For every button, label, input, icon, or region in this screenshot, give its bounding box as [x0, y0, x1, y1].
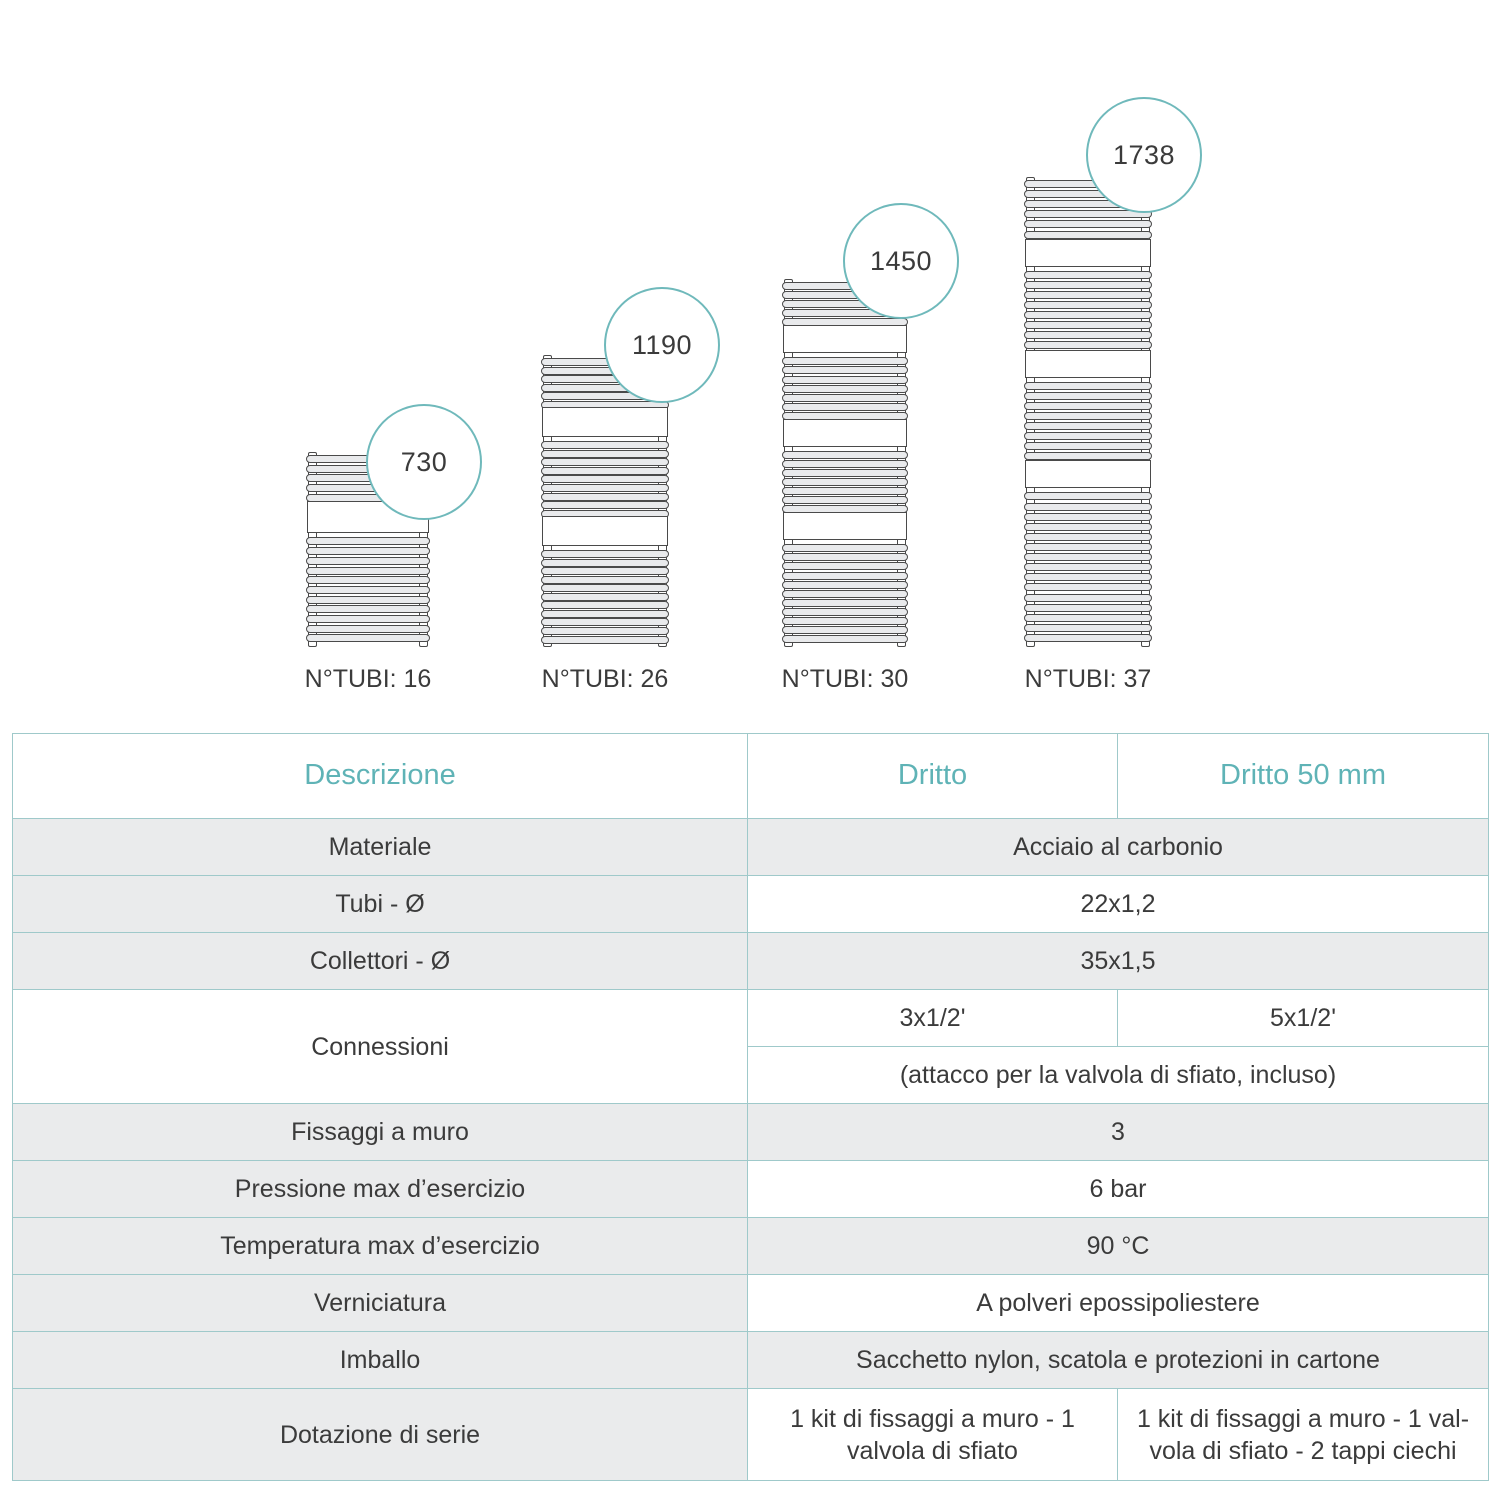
radiator-tube: [541, 467, 669, 475]
radiator-tube: [1024, 492, 1152, 500]
row-label-materiale: Materiale: [13, 819, 748, 876]
radiator-tube: [1024, 523, 1152, 531]
radiator-tube: [782, 572, 908, 580]
radiator-tube: [1024, 382, 1152, 390]
radiator-tube: [306, 605, 430, 613]
radiator-tube: [1024, 311, 1152, 319]
radiator-tube: [541, 636, 669, 644]
row-value-fissaggi: 3: [748, 1104, 1489, 1161]
radiator-towel-bar-gap: [783, 325, 907, 353]
radiator-tube: [1024, 341, 1152, 349]
radiator-model-30-tubes: [782, 279, 908, 647]
radiator-tube: [782, 562, 908, 570]
radiator-tube: [1024, 634, 1152, 642]
radiator-towel-bar-gap: [1025, 460, 1151, 488]
row-value-collettori: 35x1,5: [748, 933, 1489, 990]
row-value-dotazione-1: 1 kit di fissaggi a muro - 1 valvola di sfiato: [748, 1389, 1118, 1481]
table-row: [13, 1275, 1489, 1332]
radiator-tube: [306, 547, 430, 555]
row-label-verniciatura: Verniciatura: [13, 1275, 748, 1332]
radiator-tube: [782, 496, 908, 504]
radiator-towel-bar-gap: [783, 512, 907, 540]
radiator-tube: [1024, 553, 1152, 561]
radiator-tube: [541, 627, 669, 635]
radiator-tube: [306, 615, 430, 623]
radiator-tube: [1024, 281, 1152, 289]
row-label-collettori: Collettori - Ø: [13, 933, 748, 990]
radiator-tube: [782, 394, 908, 402]
radiator-tube-count-caption: N°TUBI: 16: [304, 665, 432, 693]
radiator-tube: [782, 635, 908, 643]
header-dritto: [748, 734, 1118, 819]
row-label-temperatura: Temperatura max d’esercizio: [13, 1218, 748, 1275]
table-header-row: [13, 734, 1489, 819]
radiator-size-diagram: [0, 0, 1500, 715]
table-row: [13, 819, 1489, 876]
radiator-tube: [1024, 604, 1152, 612]
radiator-tube: [1024, 573, 1152, 581]
radiator-tube: [782, 451, 908, 459]
radiator-tube: [1024, 543, 1152, 551]
table-row: [13, 876, 1489, 933]
radiator-tube: [782, 403, 908, 411]
row-value-temperatura: 90 °C: [748, 1218, 1489, 1275]
radiator-model-37-tubes: [1024, 177, 1152, 647]
radiator-tube: [541, 567, 669, 575]
radiator-towel-bar-gap: [542, 516, 668, 546]
radiator-tube: [782, 581, 908, 589]
radiator-tube: [306, 567, 430, 575]
radiator-tube: [541, 475, 669, 483]
radiator-tube: [541, 610, 669, 618]
radiator-tube: [1024, 533, 1152, 541]
radiator-tube: [1024, 513, 1152, 521]
header-description-label: Descrizione: [304, 759, 456, 792]
radiator-tube: [782, 478, 908, 486]
radiator-tube: [541, 550, 669, 558]
radiator-tube: [1024, 563, 1152, 571]
row-label-pressione: Pressione max d’esercizio: [13, 1161, 748, 1218]
radiator-tube: [782, 599, 908, 607]
radiator-tube: [782, 553, 908, 561]
radiator-tube: [782, 460, 908, 468]
row-label-dotazione: Dotazione di serie: [13, 1389, 748, 1481]
radiator-tube-count-caption: N°TUBI: 37: [1024, 665, 1152, 693]
header-dritto-label: Dritto: [897, 759, 968, 792]
row-value-connessioni-2: 5x1/2': [1118, 990, 1489, 1047]
radiator-tube: [1024, 321, 1152, 329]
radiator-tube: [1024, 432, 1152, 440]
height-badge-730: 730: [366, 404, 482, 520]
radiator-tube: [1024, 503, 1152, 511]
specifications-table: [12, 733, 1489, 1481]
height-badge-1450: 1450: [843, 203, 959, 319]
row-value-connessioni-1: 3x1/2': [748, 990, 1118, 1047]
radiator-tube: [541, 493, 669, 501]
radiator-tube: [541, 501, 669, 509]
row-value-imballo: Sacchetto nylon, scatola e protezioni in cartone: [748, 1332, 1489, 1389]
radiator-tube: [782, 469, 908, 477]
header-dritto-50: [1118, 734, 1489, 819]
radiator-tube: [1024, 291, 1152, 299]
radiator-tube: [1024, 271, 1152, 279]
radiator-tube-count-caption: N°TUBI: 26: [541, 665, 669, 693]
row-value-pressione: 6 bar: [748, 1161, 1489, 1218]
radiator-tube: [782, 366, 908, 374]
table-row: [13, 933, 1489, 990]
radiator-tube: [1024, 442, 1152, 450]
row-label-connessioni: Connessioni: [13, 990, 748, 1104]
radiator-tube: [541, 576, 669, 584]
radiator-tube: [306, 557, 430, 565]
row-value-materiale: Acciaio al carbonio: [748, 819, 1489, 876]
radiator-tube: [541, 450, 669, 458]
radiator-tube: [306, 586, 430, 594]
radiator-tube: [306, 625, 430, 633]
radiator-tube: [782, 385, 908, 393]
radiator-towel-bar-gap: [783, 419, 907, 447]
radiator-tube: [1024, 452, 1152, 460]
header-dritto-50-label: Dritto 50 mm: [1220, 759, 1386, 792]
radiator-tube: [782, 357, 908, 365]
radiator-tube-count-caption: N°TUBI: 30: [781, 665, 909, 693]
radiator-towel-bar-gap: [542, 407, 668, 437]
radiator-tube: [541, 601, 669, 609]
radiator-tube: [782, 376, 908, 384]
radiator-tube: [1024, 614, 1152, 622]
radiator-tube: [541, 593, 669, 601]
radiator-tube: [1024, 301, 1152, 309]
radiator-tube: [541, 458, 669, 466]
height-badge-1738: 1738: [1086, 97, 1202, 213]
radiator-towel-bar-gap: [1025, 350, 1151, 378]
radiator-tube: [1024, 331, 1152, 339]
radiator-tube: [541, 618, 669, 626]
radiator-tube: [782, 590, 908, 598]
table-row: [13, 1389, 1489, 1481]
radiator-tube: [1024, 220, 1152, 228]
radiator-tube: [541, 484, 669, 492]
radiator-tube: [782, 487, 908, 495]
radiator-tube: [782, 617, 908, 625]
radiator-tube: [1024, 412, 1152, 420]
radiator-tube: [782, 608, 908, 616]
table-row: [13, 1104, 1489, 1161]
radiator-tube: [306, 576, 430, 584]
radiator-tube: [541, 559, 669, 567]
radiator-tube: [1024, 624, 1152, 632]
header-description: [13, 734, 748, 819]
row-value-verniciatura: A polveri epossipoliestere: [748, 1275, 1489, 1332]
radiator-tube: [1024, 583, 1152, 591]
table-row: [13, 1161, 1489, 1218]
row-note-connessioni: (attacco per la valvola di sfiato, incluso): [748, 1047, 1489, 1104]
row-value-dotazione-2: 1 kit di fissaggi a muro - 1 val-vola di sfiato - 2 tappi ciechi: [1118, 1389, 1489, 1481]
table-row: [13, 1218, 1489, 1275]
radiator-tube: [782, 626, 908, 634]
row-value-tubi: 22x1,2: [748, 876, 1489, 933]
radiator-tube: [541, 584, 669, 592]
height-badge-1190: 1190: [604, 287, 720, 403]
table-row: [13, 1332, 1489, 1389]
row-label-fissaggi: Fissaggi a muro: [13, 1104, 748, 1161]
radiator-tube: [306, 537, 430, 545]
radiator-tube: [306, 634, 430, 642]
radiator-tube: [1024, 231, 1152, 239]
radiator-tube: [306, 596, 430, 604]
radiator-tube: [541, 441, 669, 449]
row-label-imballo: Imballo: [13, 1332, 748, 1389]
radiator-tube: [1024, 422, 1152, 430]
table-row: [13, 990, 1489, 1047]
radiator-tube: [1024, 392, 1152, 400]
row-label-tubi: Tubi - Ø: [13, 876, 748, 933]
radiator-tube: [1024, 402, 1152, 410]
radiator-tube: [782, 544, 908, 552]
radiator-tube: [1024, 594, 1152, 602]
radiator-towel-bar-gap: [1025, 239, 1151, 267]
